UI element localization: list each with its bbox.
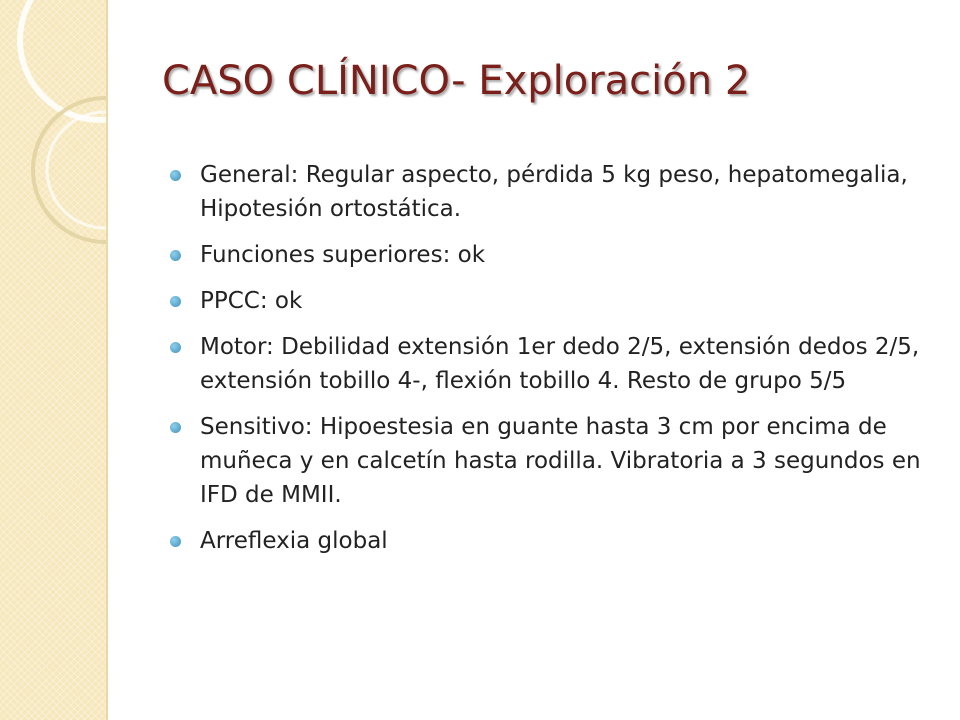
bullet-list bbox=[170, 158, 940, 570]
bullet-item bbox=[170, 158, 940, 226]
decorative-side-band bbox=[0, 0, 108, 720]
bullet-text: General: Regular aspecto, pérdida 5 kg peso, hepatomegalia, Hipotesión ortostática. bbox=[200, 162, 908, 222]
bullet-dot-icon bbox=[170, 536, 181, 547]
bullet-item bbox=[170, 284, 940, 318]
bullet-dot-icon bbox=[170, 170, 181, 181]
bullet-text: PPCC: ok bbox=[200, 288, 303, 314]
slide-title: CASO CLÍNICO- Exploración 2 bbox=[162, 58, 751, 104]
bullet-dot-icon bbox=[170, 250, 181, 261]
bullet-item bbox=[170, 330, 940, 398]
bullet-text: Arreflexia global bbox=[200, 528, 388, 554]
bullet-text: Motor: Debilidad extensión 1er dedo 2/5, extensión dedos 2/5, extensión tobillo 4-, flexión tobillo 4. Resto de grupo 5/5 bbox=[200, 334, 920, 394]
bullet-item bbox=[170, 524, 940, 558]
bullet-text: Sensitivo: Hipoestesia en guante hasta 3 cm por encima de muñeca y en calcetín hasta rodilla. Vibratoria a 3 segundos en IFD de MMII. bbox=[200, 414, 921, 508]
bullet-text: Funciones superiores: ok bbox=[200, 242, 486, 268]
bullet-dot-icon bbox=[170, 422, 181, 433]
bullet-dot-icon bbox=[170, 296, 181, 307]
bullet-item bbox=[170, 238, 940, 272]
decorative-rings-icon bbox=[0, 0, 106, 720]
bullet-dot-icon bbox=[170, 342, 181, 353]
bullet-item bbox=[170, 410, 940, 512]
